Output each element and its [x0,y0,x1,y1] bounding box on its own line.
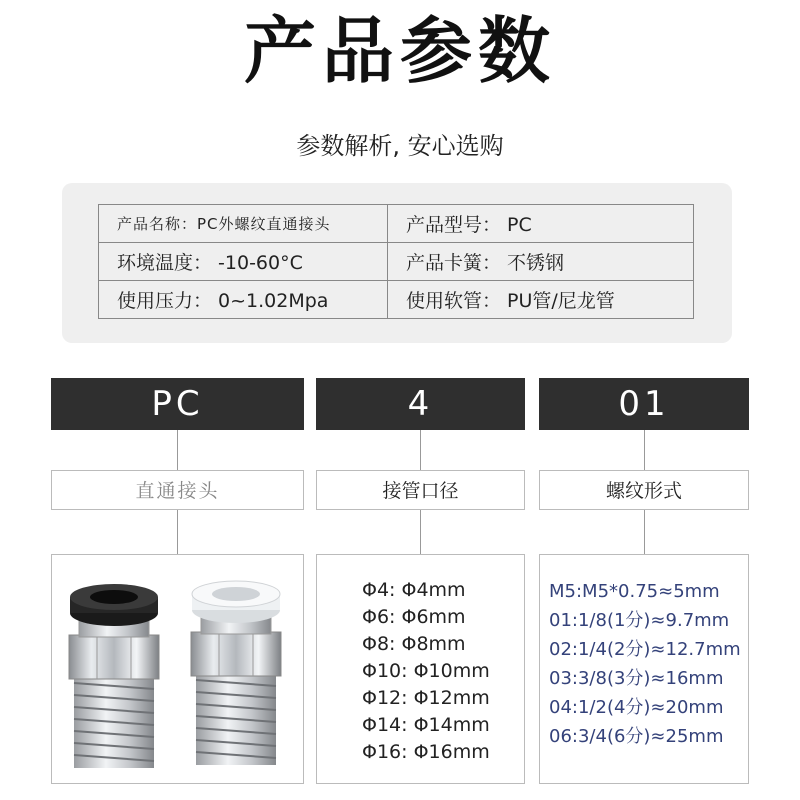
code-segment-series: PC [51,378,304,430]
list-item: Φ12: Φ12mm [362,687,490,709]
connector-line [644,510,645,554]
size-list [317,577,524,766]
product-image-panel [51,554,304,784]
thread-list [540,577,748,751]
list-item: 02:1/4(2分)≈12.7mm [549,639,741,660]
spec-clip: 产品卡簧： 不锈钢 [388,243,694,281]
connector-line [177,510,178,554]
code-segment-size: 4 [316,378,525,430]
spec-row [99,243,694,281]
page-title: 产品参数 [243,9,556,93]
spec-row [99,281,694,319]
white-fitting-icon [191,581,281,765]
label-thread-form: 螺纹形式 [539,470,749,510]
thread-panel [539,554,749,784]
spec-pressure: 使用压力： 0~1.02Mpa [99,281,388,319]
list-item: Φ6: Φ6mm [362,606,466,628]
label-straight-connector: 直通接头 [51,470,304,510]
list-item: Φ10: Φ10mm [362,660,490,682]
black-fitting-icon [69,584,159,768]
connector-line [644,430,645,470]
spec-temperature: 环境温度： -10-60°C [99,243,388,281]
list-item: 01:1/8(1分)≈9.7mm [549,610,730,631]
spec-product-model: 产品型号： PC [388,205,694,243]
connector-line [420,510,421,554]
spec-row [99,205,694,243]
list-item: M5:M5*0.75≈5mm [549,581,720,602]
list-item: 06:3/4(6分)≈25mm [549,726,724,747]
fitting-illustration [52,555,303,783]
label-tube-diameter: 接管口径 [316,470,525,510]
size-panel [316,554,525,784]
page-subtitle: 参数解析, 安心选购 [296,132,504,160]
spec-product-name: 产品名称：PC外螺纹直通接头 [99,205,388,243]
list-item: Φ8: Φ8mm [362,633,466,655]
list-item: 03:3/8(3分)≈16mm [549,668,724,689]
list-item: 04:1/2(4分)≈20mm [549,697,724,718]
list-item: Φ14: Φ14mm [362,714,490,736]
spec-table [98,204,694,319]
list-item: Φ16: Φ16mm [362,741,490,763]
spec-hose: 使用软管： PU管/尼龙管 [388,281,694,319]
connector-line [420,430,421,470]
connector-line [177,430,178,470]
list-item: Φ4: Φ4mm [362,579,466,601]
code-segment-thread: 01 [539,378,749,430]
